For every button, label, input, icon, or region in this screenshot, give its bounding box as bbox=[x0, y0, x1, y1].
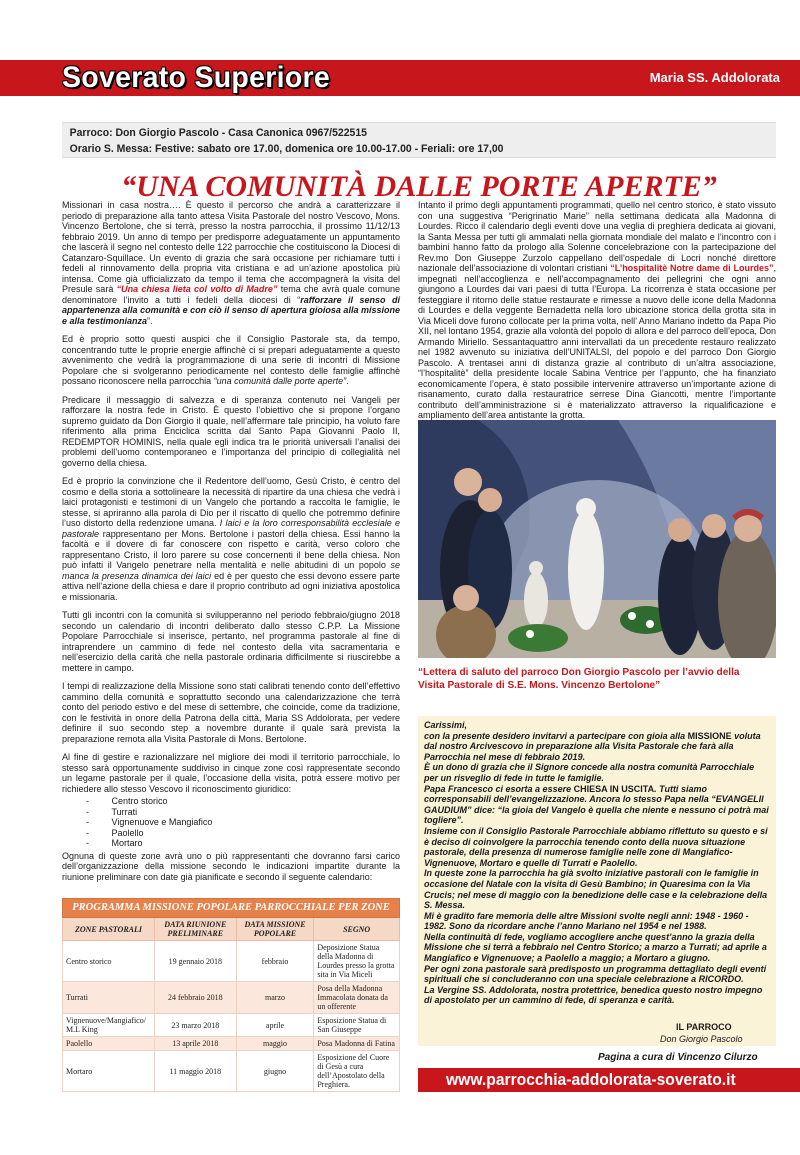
parish-info-bar bbox=[62, 122, 776, 158]
letter-paragraph: Insieme con il Consiglio Pastorale Parrocchiale abbiamo riflettuto su questo e si è deciso di coinvolgere la parrocchia tenendo conto della nuova situazione pastorale, della presenza di numerose famiglie nelle zone di Mangiafico-Vignenuove, Mortaro e quelle di Turrati e Paolello. bbox=[424, 825, 768, 868]
table-cell: Paolello bbox=[63, 1037, 155, 1051]
table-cell: Vignenuove/Mangiafico/ M.L King bbox=[63, 1014, 155, 1037]
table-cell: Turrati bbox=[63, 982, 155, 1014]
letter-paragraph: Mi è gradito fare memoria delle altre Missioni svolte negli anni: 1948 - 1960 - 1982. Sono da ricordare anche l’anno Mariano nel 1954 e nel 1988. bbox=[424, 910, 749, 932]
zones-list bbox=[86, 796, 400, 849]
left-paragraph-5: Tutti gli incontri con la comunità si svilupperanno nel periodo febbraio/giugno 2018 secondo un calendario di incontri deliberato dallo stesso C.P.P. La Missione Popolare Parrocchiale si inserisce, pertanto, nel programma pastorale al fine di intraprendere un cammino di fede nel contesto della vita sacramentaria e nell’esercizio della carità che nella pastorale ordinaria difficilmente si riuscirebbe a mettere in campo. bbox=[62, 610, 400, 673]
text-run: Intanto il primo degli appuntamenti programmati, quello nel centro storico, è stato vissuto con una suggestiva “Perigrinatio Marie” nella settimana dedicata alla Madonna di Lourdes. Ricco il calendario degli eventi dove una veglia di preghiera dedicata ai giovani, la Santa Messa per tutti gli ammalati nella giornata mondiale del malato e l’incontro con i bambini hanno fatto da prologo alla Solenne concelebrazione con la partecipazione del Rev.mo Don Giuseppe Zurzolo cappellano dell’ospedale di Locri nonché direttore nazionale dell’associazione di volontari cristiani bbox=[418, 200, 776, 273]
table-cell: giugno bbox=[236, 1051, 314, 1092]
list-item: - Centro storico bbox=[86, 796, 400, 807]
text-run: tema che avrà quale comune denominatore l’invito a tutti i fedeli della diocesi di “ bbox=[62, 284, 401, 305]
table-header: DATA MISSIONE POPOLARE bbox=[236, 918, 314, 941]
letter-paragraph: In queste zone la parrocchia ha già svolto iniziative pastorali con le famiglie in occasione del Natale con la visita di Gesù Bambino; in Quaresima con la Via Crucis; nel mese di maggio con la benedizione delle case e la celebrazione della S. Messa. bbox=[424, 868, 768, 911]
table-cell: 24 febbraio 2018 bbox=[154, 982, 236, 1014]
pastor-letter-box bbox=[418, 716, 776, 1046]
table-row bbox=[63, 982, 400, 1014]
table-title: PROGRAMMA MISSIONE POPOLARE PARROCCHIALE PER ZONE bbox=[63, 899, 400, 918]
text-run: Papa Francesco ci esorta a essere bbox=[424, 783, 574, 794]
table-header: SEGNO bbox=[314, 918, 400, 941]
emphasis-text: se manca la presenza dinamica dei laici bbox=[62, 560, 400, 581]
table-row bbox=[63, 1051, 400, 1092]
table-cell: Deposizione Statua della Madonna di Lourdes presso la grotta sita in Via Miceli bbox=[314, 941, 400, 982]
letter-paragraph: È un dono di grazia che il Signore concede alla nostra comunità Parrocchiale per un risveglio di fede in tutte le famiglie. bbox=[424, 762, 755, 783]
visit-theme-quote: “Una chiesa lieta col volto di Madre” bbox=[116, 284, 278, 294]
right-paragraph-1 bbox=[418, 200, 776, 421]
mass-times-line: Orario S. Messa: Festive: sabato ore 17.00, domenica ore 10.00-17.00 - Feriali: ore 17,00 bbox=[69, 143, 504, 155]
text-run: con la presente desidero invitarvi a partecipare con gioia alla bbox=[424, 730, 688, 741]
left-paragraph-6: I tempi di realizzazione della Missione sono stati calibrati tenendo conto dell’effettivo cammino della comunità e soprattutto secondo una calendarizzazione che terrà conto del periodo estivo e del mese di settembre, che coincide, come da tradizione, con le festività in onore della Patrona della città, Maria SS Addolorata, per vedere definire il suo secondo step a novembre durante il quale sarà prevista la preparazione remota alla Visita Pastorale di Mons. Bertolone. bbox=[62, 681, 400, 744]
table-cell: Esposizione del Cuore di Gesù a cura dell’Apostolato della Preghiera. bbox=[314, 1051, 400, 1092]
text-run: Ed è proprio sotto questi auspici che il Consiglio Pastorale sta, da tempo, concentrando tutte le proprie energie affinchè ci si prepari adeguatamente a questo avvenimento che vedrà la programmazione di una serie di incontri di Missione Popolare che si svolgeranno periodicamente nel contesto delle famiglie affinchè possano riconoscere nella parrocchia bbox=[62, 334, 400, 386]
table-cell: maggio bbox=[236, 1037, 314, 1051]
text-run: MISSIONE bbox=[687, 730, 732, 741]
table-row bbox=[63, 941, 400, 982]
list-item: - Turrati bbox=[86, 807, 400, 818]
parish-priest-line: Parroco: Don Giorgio Pascolo - Casa Canonica 0967/522515 bbox=[69, 127, 367, 139]
section-subtitle: Maria SS. Addolorata bbox=[649, 70, 780, 85]
table-row bbox=[63, 1014, 400, 1037]
emphasis-text: I laici e la loro corresponsabilità ecclesiale e pastorale bbox=[62, 518, 400, 539]
table-cell: 11 maggio 2018 bbox=[154, 1051, 236, 1092]
letter-paragraph bbox=[424, 731, 770, 763]
left-paragraph-4 bbox=[62, 476, 400, 602]
table-cell: Posa Madonna di Fatina bbox=[314, 1037, 400, 1051]
table-header: DATA RIUNIONE PRELIMINARE bbox=[154, 918, 236, 941]
photo-illustration bbox=[418, 420, 776, 658]
list-item: - Mortaro bbox=[86, 838, 400, 849]
page-credit: Pagina a cura di Vincenzo Cilurzo bbox=[598, 1052, 758, 1063]
left-paragraph-8: Ognuna di queste zone avrà uno o più rappresentanti che dovranno farsi carico dell’organizzazione della missione secondo le indicazioni impartite durante la riunione preliminare con date già pianificate e secondo il seguente calendario: bbox=[62, 850, 400, 882]
table-header: ZONE PASTORALI bbox=[63, 918, 155, 941]
letter-paragraph: La Vergine SS. Addolorata, nostra protettrice, benedica questo nostro impegno di apostolato per un cammino di fede, di speranza e carità. bbox=[424, 984, 763, 1006]
letter-signature-title: IL PARROCO bbox=[676, 1022, 732, 1032]
letter-paragraph bbox=[424, 784, 770, 826]
table-cell: aprile bbox=[236, 1014, 314, 1037]
table-cell: Posa della Madonna Immacolata donata da un offerente bbox=[314, 982, 400, 1014]
text-run: dice: “la gioia del Vangelo è quella che niente e nessuno ci potrà mai togliere”. bbox=[424, 804, 769, 826]
right-column bbox=[418, 200, 776, 429]
table-cell: Mortaro bbox=[63, 1051, 155, 1092]
left-paragraph-1 bbox=[62, 200, 400, 326]
left-paragraph-2 bbox=[62, 334, 400, 387]
text-run: rappresentano per Mons. Bertolone i pastori della chiesa. Essi hanno la facoltà e il dovere di far conoscere con rispetto e carità, verso coloro che rappresentano Cristo, il loro parere su cose concernenti il bene della chiesa. Non può infatti il Vangelo penetrare nella mentalità e nelle abitudini di un popolo bbox=[62, 528, 400, 570]
letter-signature-name: Don Giorgio Pascolo bbox=[660, 1034, 743, 1044]
text-run: voluta dal nostro Arcivescovo in preparazione alla Visita Pastorale che farà alla Parrocchia nel mese di febbraio 2019. bbox=[424, 730, 761, 762]
footer-bar bbox=[418, 1068, 800, 1092]
text-run: CHIESA IN USCITA bbox=[573, 783, 655, 794]
text-run: Missionari in casa nostra…. È questo il percorso che andrà a caratterizzare il periodo di preparazione alla tanto attesa Visita Pastorale del nostro Vescovo, Mons. Vincenzo Bertolone, che si terrà, presso la nostra parrocchia, il prossimo 11/12/13 febbraio 2019. Un anno di tempo per predisporre adeguatamente un appuntamento che lascerà il segno nel contesto delle 122 parrocchie che costituiscono la Diocesi di Catanzaro-Squillace. Un evento di grazia che sarà occasione per richiamare tutti i fedeli al rinnovamento della propria vita cristiana e ad un’azione apostolica più intensa. Come già ufficializzato da tempo il tema che accompagnerà la visita del Presule sarà bbox=[62, 200, 400, 294]
left-paragraph-7: Al fine di gestire e razionalizzare nel migliore dei modi il territorio parrocchiale, lo stesso sarà opportunamente suddiviso in cinque zone così rappresentate secondo un legame pastorale per il quale, l’occasione della visita, potrà essere motivo per richiedere allo stesso Vescovo il riconoscimento giuridico: bbox=[62, 752, 400, 794]
table-row bbox=[63, 1037, 400, 1051]
left-paragraph-3: Predicare il messaggio di salvezza e di speranza contenuto nei Vangeli per rafforzare la nostra fede in Cristo. È questo l’obiettivo che si propone l’organo supremo guidato da Don Giorgio il quale, nell’affermare tale principio, ha voluto fare riferimento alla prima Enciclica scritta dal Santo Papa Giovanni Paolo II, REDEMPTOR HOMINIS, nella quale egli indica tra le priorità universali l’analisi dei problemi dell’uomo contemporaneo e l’importanza del principio di collegialità nel governo della chiesa. bbox=[62, 394, 400, 468]
mission-schedule-table bbox=[62, 898, 400, 1092]
website-link[interactable]: www.parrocchia-addolorata-soverato.it bbox=[446, 1070, 736, 1089]
text-run: ed è per questo che essi devono essere parte attiva nell’azione della chiesa e dare il proprio contributo ad ogni iniziativa apostolica e missionaria. bbox=[62, 570, 401, 602]
list-item: - Paolello bbox=[86, 828, 400, 839]
emphasis-text: rafforzare il senso di appartenenza alla comunità e con ciò il senso di apertura gioiosa alla missione e alla testimonianza bbox=[62, 294, 400, 326]
association-name: “L’hospitalitè Notre dame di Lourdes” bbox=[610, 263, 774, 273]
letter-paragraph: Nella continuità di fede, vogliamo accogliere anche quest’anno la grazia della Missione che si terrà a febbraio nel Centro Storico; a marzo a Turrati; ad aprile a Mangiafico e Vignenuove; a Paolello a maggio; a Mortaro a giugno. bbox=[424, 931, 767, 964]
text-run: . bbox=[346, 376, 349, 386]
table-cell: Esposizione Statua di San Giuseppe bbox=[314, 1014, 400, 1037]
text-run: Ed è proprio la convinzione che il Redentore dell’uomo, Gesù Cristo, è centro del cosmo e della storia a sottolineare la necessità di ripartire da una chiesa che vedrà i laici protagonisti e testimoni di un Vangelo che portando a raccolta le famiglie, le stesse, si apriranno alla parola di Dio per il riscatto di quello che potremmo definire l’uso distorto della redenzione umana. bbox=[62, 476, 400, 528]
group-photo-grotto bbox=[418, 420, 776, 658]
text-run: “EVANGELII GAUDIUM” bbox=[424, 794, 764, 815]
table-cell: 23 marzo 2018 bbox=[154, 1014, 236, 1037]
table-cell: 13 aprile 2018 bbox=[154, 1037, 236, 1051]
letter-salutation: Carissimi, bbox=[424, 720, 468, 730]
list-item: - Vignenuove e Mangiafico bbox=[86, 817, 400, 828]
section-title: Soverato Superiore bbox=[62, 61, 331, 94]
letter-caption: “Lettera di saluto del parroco Don Giorgio Pascolo per l’avvio della Visita Pastorale di S.E. Mons. Vincenzo Bertolone” bbox=[418, 666, 740, 691]
table-cell: 19 gennaio 2018 bbox=[154, 941, 236, 982]
article-headline: “UNA COMUNITÀ DALLE PORTE APERTE” bbox=[121, 170, 717, 203]
table-cell: marzo bbox=[236, 982, 314, 1014]
left-column bbox=[62, 200, 400, 890]
letter-paragraph: Per ogni zona pastorale sarà predisposto un programma dettagliato degli eventi spirituali che si concluderanno con una speciale celebrazione a RICORDO. bbox=[424, 963, 767, 985]
table-cell: febbraio bbox=[236, 941, 314, 982]
text-run: . Tutti siamo corresponsabili dell’evangelizzazione. Ancora lo stesso Papa nella bbox=[424, 783, 712, 805]
table-cell: Centro storico bbox=[63, 941, 155, 982]
emphasis-text: “una comunità dalle porte aperte” bbox=[213, 376, 347, 386]
text-run: ”. bbox=[147, 315, 153, 326]
text-run: , impegnati nell’accoglienza e nell’accompagnamento dei pellegrini che ogni anno giungono a Lourdes dai vari paesi di tutta l’Europa. La ricorrenza è stata occasione per festeggiare il ritorno delle statue restaurate e rimesse a nuovo delle icone della Madonna di Lourdes e della veggente Bernadetta nella loro ubicazione storica della grotta sita in Via Miceli dove furono collocate per la prima volta, nell’ Anno Mariano indetto da Papa Pio XII, nel lontano 1954, grazie alla volontà del popolo di allora e del parroco dell’epoca, Don Armando Miriello. Sessantaquattro anni intervallati da un precedente restauro realizzato nel 1982 avvenuto su iniziativa dell’UNITALSI, del popolo e del parroco Don Giorgio Pascolo. A trentasei anni di distanza grazie al contributo di un’altra associazione, “l’hospitalitè” della presidente locale Sabina Ventrice per l’appunto, che ha finanziato economicamente l’opera, è stato possibile intervenire attraverso un’importante azione di risanamento, curato dalla restauratrice serrese Dina Giancotti, mentre l’importante contributo dell’amministrazione si è materializzato attraverso la riqualificazione e ampliamento dell’area antistante la grotta. bbox=[418, 263, 776, 420]
